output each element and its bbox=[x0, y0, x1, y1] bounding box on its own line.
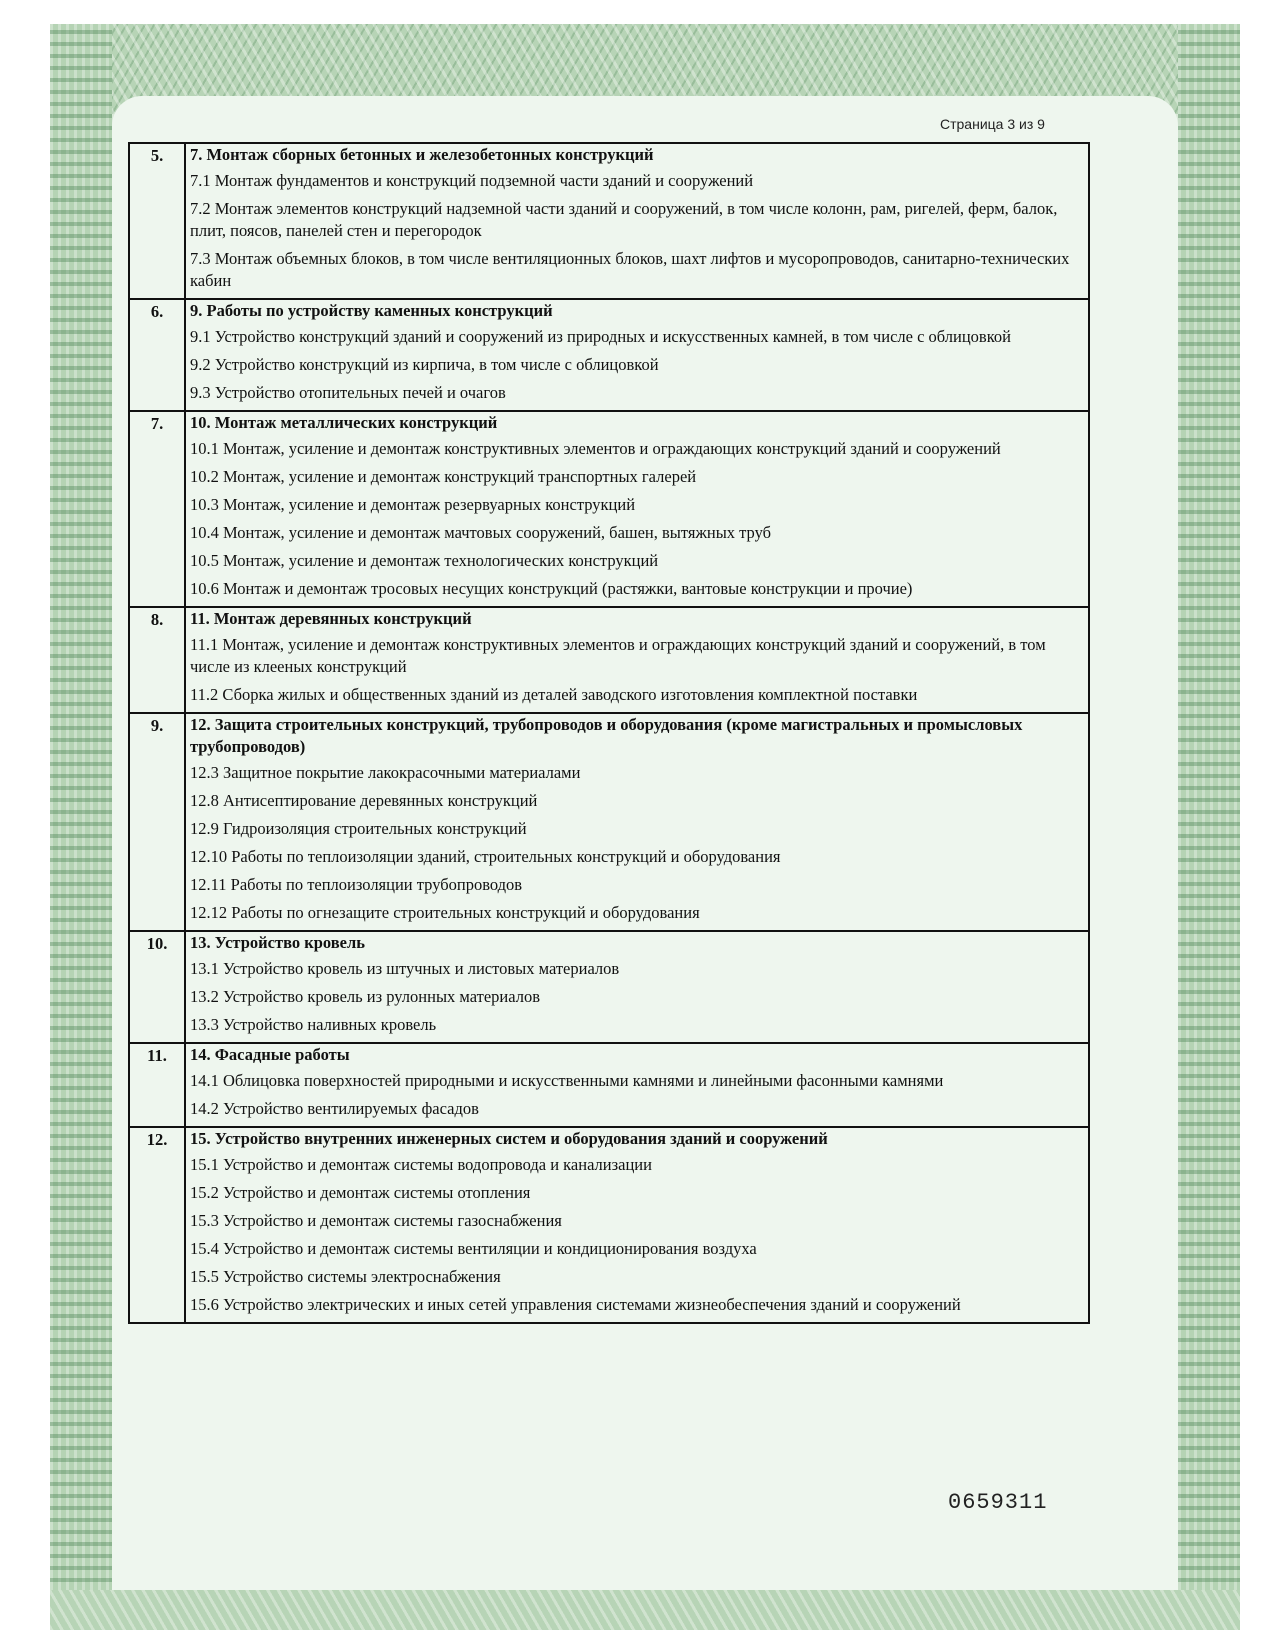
work-item: 7.1 Монтаж фундаментов и конструкций подземной части зданий и сооружений bbox=[190, 171, 754, 190]
row-content bbox=[185, 1043, 1089, 1127]
section-title: 12. Защита строительных конструкций, трубопроводов и оборудования (кроме магистральных и промысловых трубопроводов) bbox=[190, 715, 1023, 756]
work-item: 15.2 Устройство и демонтаж системы отопления bbox=[190, 1183, 531, 1202]
work-item: 15.4 Устройство и демонтаж системы вентиляции и кондиционирования воздуха bbox=[190, 1239, 757, 1258]
work-item: 9.2 Устройство конструкций из кирпича, в том числе с облицовкой bbox=[190, 355, 659, 374]
row-number: 5. bbox=[129, 143, 185, 299]
table-row bbox=[129, 607, 1089, 713]
row-content bbox=[185, 143, 1089, 299]
work-item: 10.6 Монтаж и демонтаж тросовых несущих конструкций (растяжки, вантовые конструкции и прочие) bbox=[190, 579, 913, 598]
ornamental-border-bottom bbox=[50, 1590, 1240, 1630]
work-item: 10.4 Монтаж, усиление и демонтаж мачтовых сооружений, башен, вытяжных труб bbox=[190, 523, 772, 542]
row-number: 9. bbox=[129, 713, 185, 931]
work-item: 11.1 Монтаж, усиление и демонтаж конструктивных элементов и ограждающих конструкций зданий и сооружений, в том числе из клееных конструкций bbox=[190, 635, 1046, 676]
table-row bbox=[129, 713, 1089, 931]
serial-number: 0659311 bbox=[948, 1490, 1048, 1515]
work-item: 14.1 Облицовка поверхностей природными и искусственными камнями и линейными фасонными камнями bbox=[190, 1071, 944, 1090]
table-row bbox=[129, 411, 1089, 607]
work-item: 10.5 Монтаж, усиление и демонтаж технологических конструкций bbox=[190, 551, 659, 570]
work-item: 10.2 Монтаж, усиление и демонтаж конструкций транспортных галерей bbox=[190, 467, 697, 486]
table-row bbox=[129, 1127, 1089, 1323]
table-row bbox=[129, 1043, 1089, 1127]
row-number: 10. bbox=[129, 931, 185, 1043]
work-item: 10.1 Монтаж, усиление и демонтаж конструктивных элементов и ограждающих конструкций зданий и сооружений bbox=[190, 439, 1001, 458]
work-item: 13.3 Устройство наливных кровель bbox=[190, 1015, 437, 1034]
work-item: 7.2 Монтаж элементов конструкций надземной части зданий и сооружений, в том числе колонн, рам, ригелей, ферм, балок, плит, поясов, панелей стен и перегородок bbox=[190, 199, 1058, 240]
table-row bbox=[129, 931, 1089, 1043]
work-item: 12.8 Антисептирование деревянных конструкций bbox=[190, 791, 538, 810]
ornamental-border-left bbox=[50, 24, 112, 1630]
work-item: 15.5 Устройство системы электроснабжения bbox=[190, 1267, 501, 1286]
row-number: 7. bbox=[129, 411, 185, 607]
row-content bbox=[185, 931, 1089, 1043]
row-number: 6. bbox=[129, 299, 185, 411]
work-item: 12.10 Работы по теплоизоляции зданий, строительных конструкций и оборудования bbox=[190, 847, 781, 866]
works-table bbox=[128, 142, 1090, 1324]
work-item: 15.1 Устройство и демонтаж системы водопровода и канализации bbox=[190, 1155, 652, 1174]
section-title: 13. Устройство кровель bbox=[190, 933, 365, 952]
row-number: 8. bbox=[129, 607, 185, 713]
row-number: 12. bbox=[129, 1127, 185, 1323]
page-number: Страница 3 из 9 bbox=[940, 116, 1045, 132]
section-title: 7. Монтаж сборных бетонных и железобетонных конструкций bbox=[190, 145, 654, 164]
section-title: 11. Монтаж деревянных конструкций bbox=[190, 609, 472, 628]
row-number: 11. bbox=[129, 1043, 185, 1127]
table-row bbox=[129, 299, 1089, 411]
work-item: 9.1 Устройство конструкций зданий и сооружений из природных и искусственных камней, в том числе с облицовкой bbox=[190, 327, 1011, 346]
row-content bbox=[185, 713, 1089, 931]
section-title: 10. Монтаж металлических конструкций bbox=[190, 413, 498, 432]
row-content bbox=[185, 299, 1089, 411]
work-item: 14.2 Устройство вентилируемых фасадов bbox=[190, 1099, 479, 1118]
work-item: 12.11 Работы по теплоизоляции трубопроводов bbox=[190, 875, 523, 894]
ornamental-border-right bbox=[1178, 24, 1240, 1630]
work-item: 15.6 Устройство электрических и иных сетей управления системами жизнеобеспечения зданий и сооружений bbox=[190, 1295, 961, 1314]
work-item: 7.3 Монтаж объемных блоков, в том числе вентиляционных блоков, шахт лифтов и мусоропроводов, санитарно-технических кабин bbox=[190, 249, 1070, 290]
section-title: 9. Работы по устройству каменных конструкций bbox=[190, 301, 553, 320]
work-item: 10.3 Монтаж, усиление и демонтаж резервуарных конструкций bbox=[190, 495, 636, 514]
row-content bbox=[185, 607, 1089, 713]
section-title: 15. Устройство внутренних инженерных систем и оборудования зданий и сооружений bbox=[190, 1129, 828, 1148]
work-item: 15.3 Устройство и демонтаж системы газоснабжения bbox=[190, 1211, 562, 1230]
work-item: 12.9 Гидроизоляция строительных конструкций bbox=[190, 819, 527, 838]
row-content bbox=[185, 1127, 1089, 1323]
work-item: 9.3 Устройство отопительных печей и очагов bbox=[190, 383, 506, 402]
work-item: 13.2 Устройство кровель из рулонных материалов bbox=[190, 987, 540, 1006]
work-item: 11.2 Сборка жилых и общественных зданий из деталей заводского изготовления комплектной поставки bbox=[190, 685, 918, 704]
work-item: 12.3 Защитное покрытие лакокрасочными материалами bbox=[190, 763, 581, 782]
work-item: 13.1 Устройство кровель из штучных и листовых материалов bbox=[190, 959, 620, 978]
table-row bbox=[129, 143, 1089, 299]
section-title: 14. Фасадные работы bbox=[190, 1045, 350, 1064]
work-item: 12.12 Работы по огнезащите строительных конструкций и оборудования bbox=[190, 903, 700, 922]
row-content bbox=[185, 411, 1089, 607]
